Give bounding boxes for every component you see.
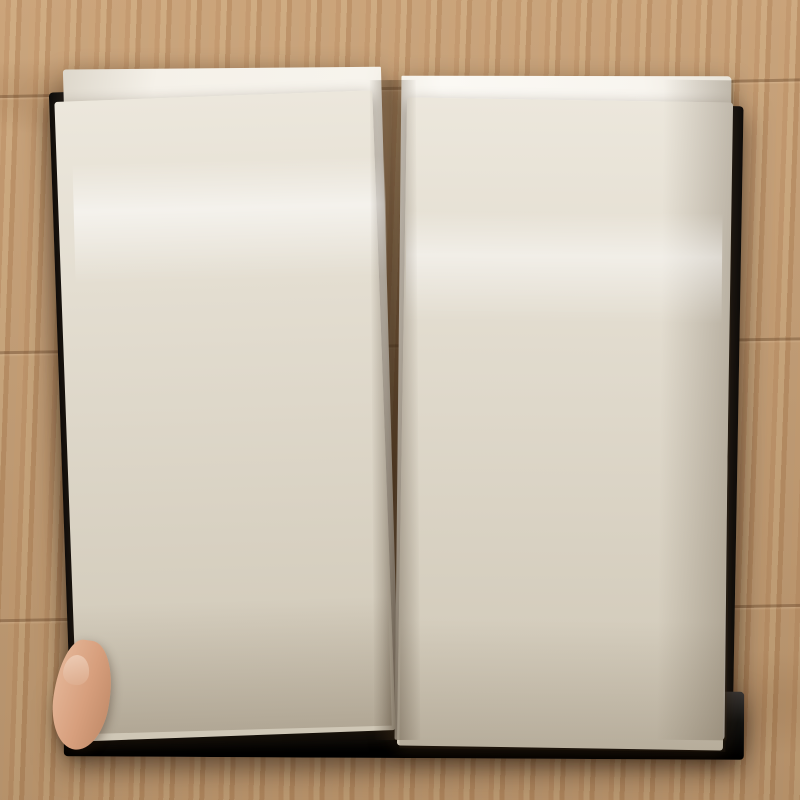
- page-stack-left: [54, 90, 395, 741]
- page-stack-right: [397, 97, 733, 750]
- open-book: [60, 40, 750, 740]
- thumbnail-plate: [61, 653, 91, 686]
